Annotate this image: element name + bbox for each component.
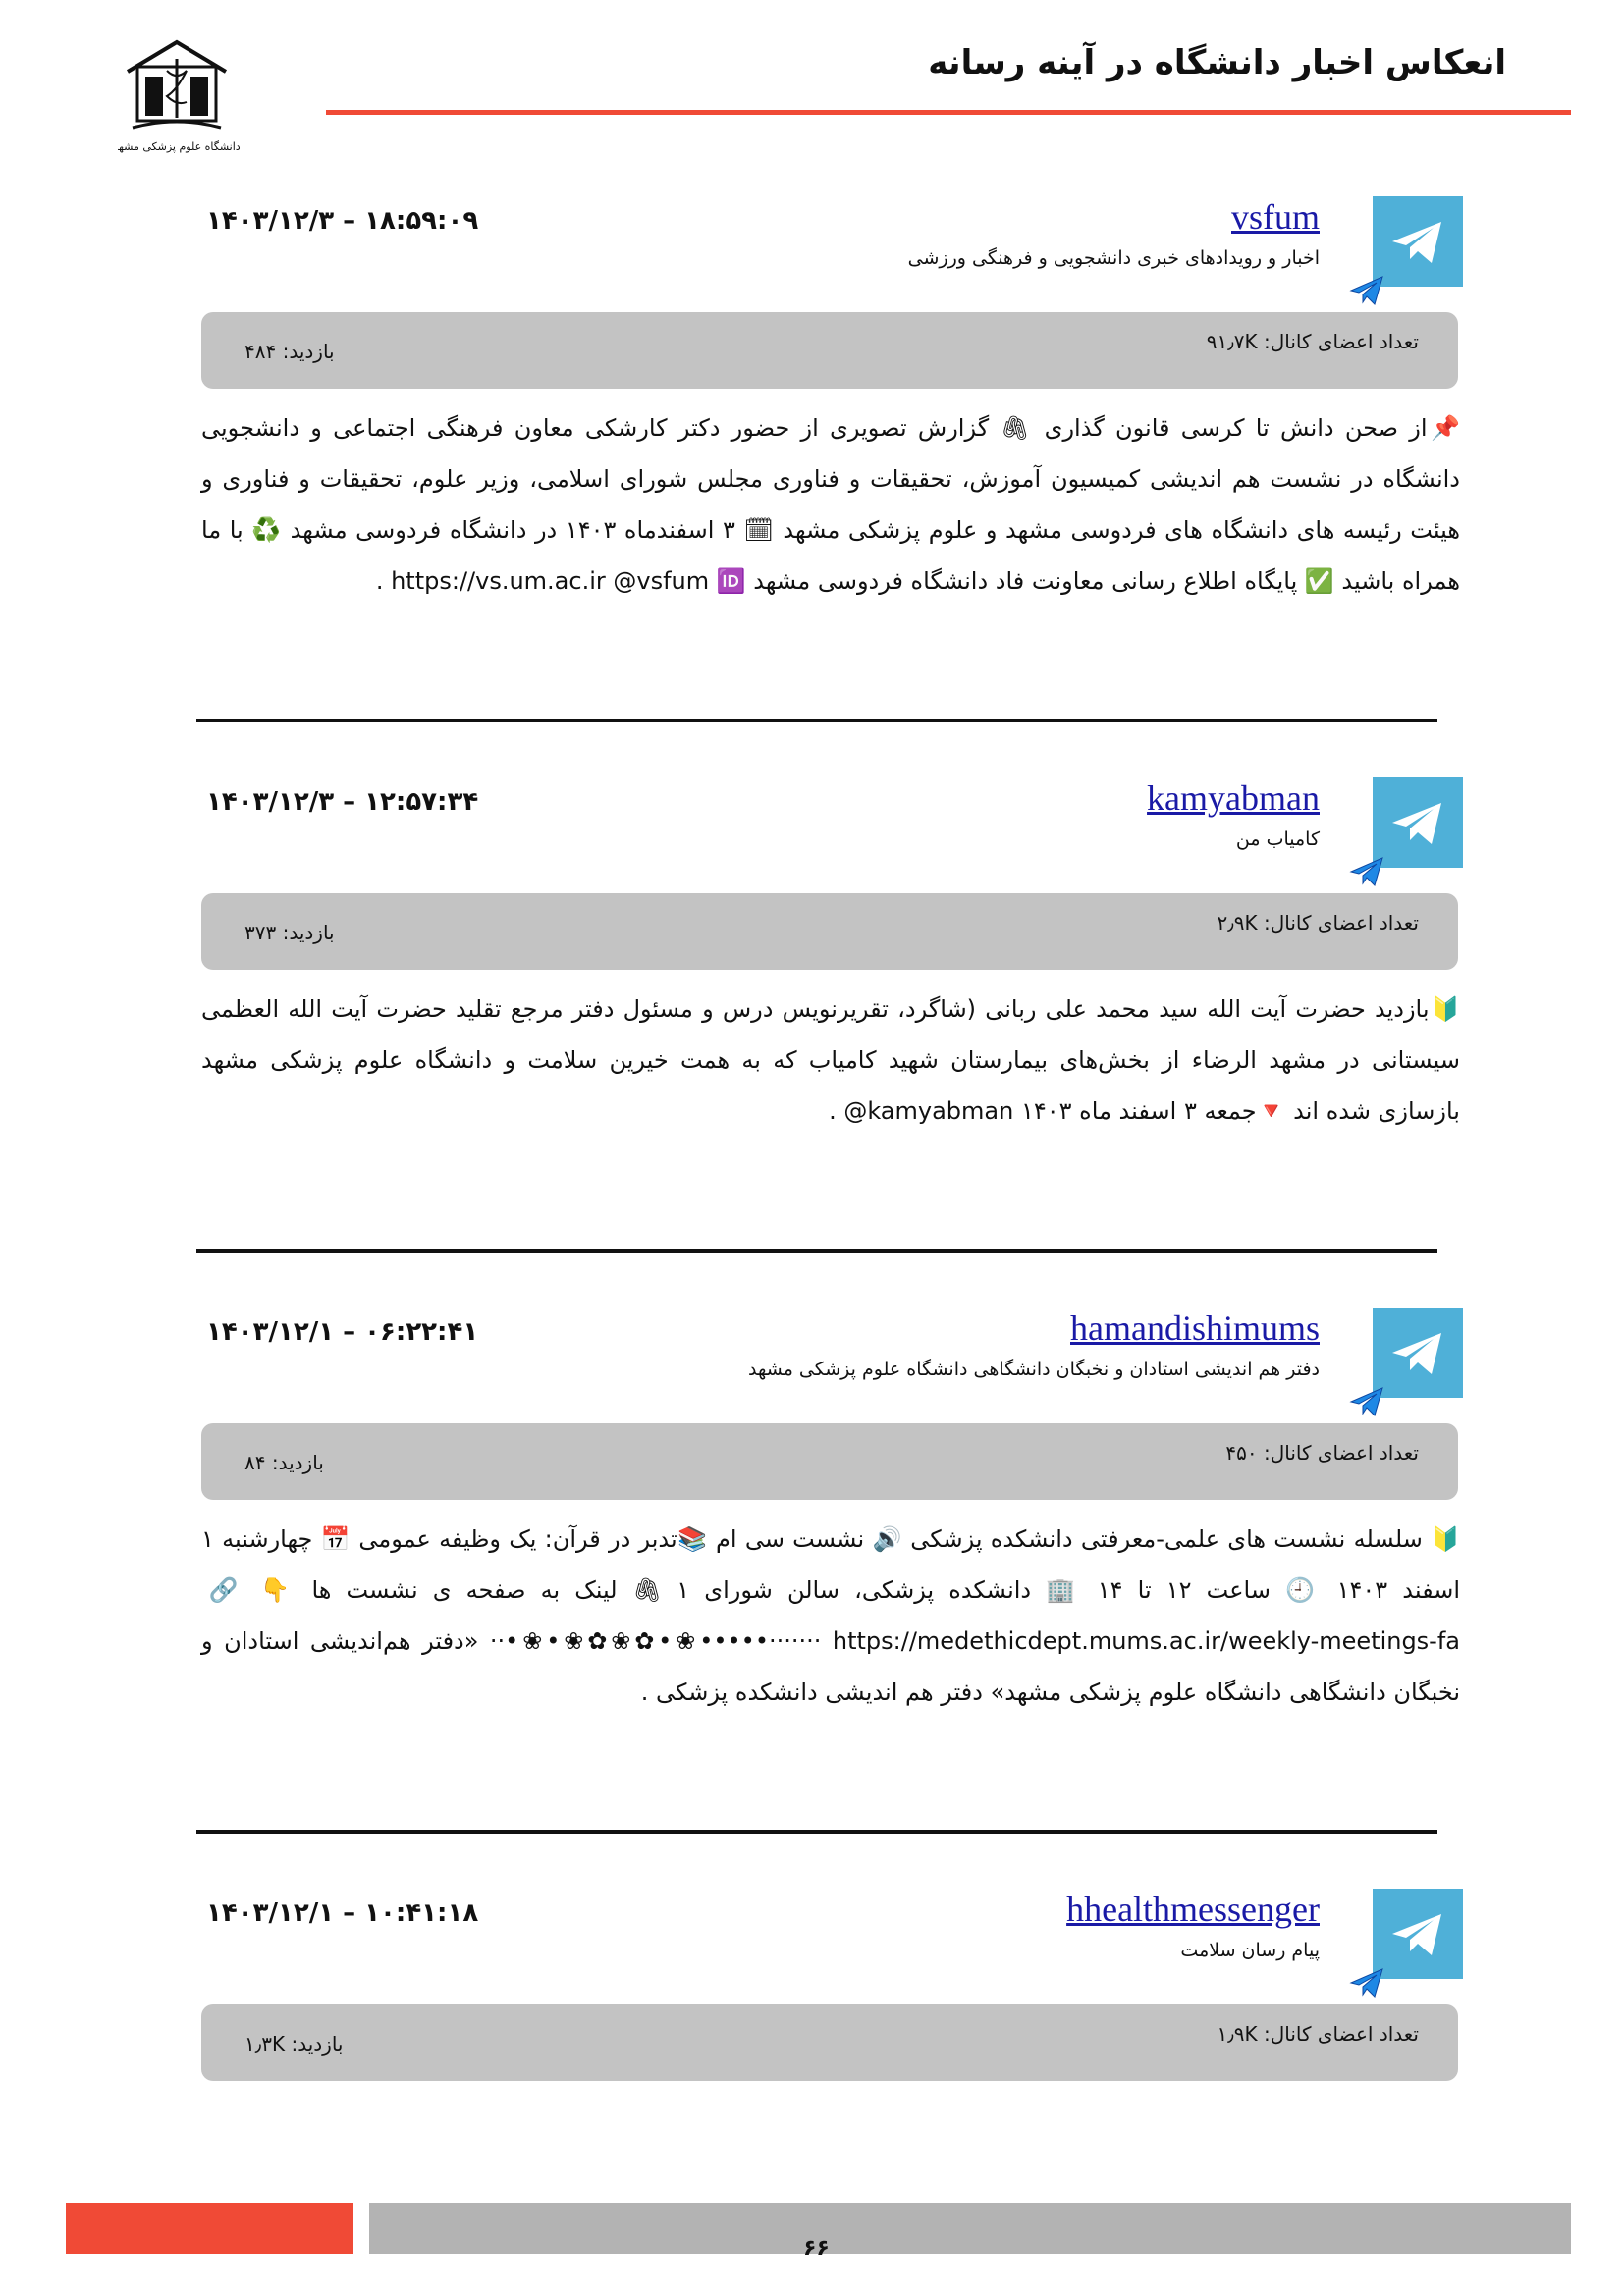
views-count: بازدید: ۳۷۳ xyxy=(244,921,335,944)
telegram-badge-icon xyxy=(1347,1963,1386,2002)
channel-description: پیام رسان سلامت xyxy=(1180,1940,1320,1961)
footer-accent-bar xyxy=(66,2203,353,2254)
stats-bar xyxy=(201,1423,1458,1500)
channel-link[interactable]: hamandishimums xyxy=(1070,1308,1320,1348)
page-number: ۶۶ xyxy=(803,2236,830,2261)
footer-gray-bar xyxy=(369,2203,1571,2254)
views-count: بازدید: ۴۸۴ xyxy=(244,340,335,363)
channel-description: دفتر هم اندیشی استادان و نخبگان دانشگاهی دانشگاه علوم پزشکی مشهد xyxy=(748,1359,1320,1380)
channel-link[interactable]: vsfum xyxy=(1231,197,1320,237)
post-card xyxy=(196,1889,1463,2105)
channel-description: کامیاب من xyxy=(1235,828,1320,850)
stats-bar xyxy=(201,893,1458,970)
channel-link[interactable]: hhealthmessenger xyxy=(1066,1890,1320,1929)
post-datetime: ۱۴۰۳/۱۲/۱ – ۰۶:۲۲:۴۱ xyxy=(206,1317,479,1347)
logo-caption: دانشگاه علوم پزشکی مشهد xyxy=(118,140,241,153)
members-count: تعداد اعضای کانال: ۴۵۰ xyxy=(1225,1441,1419,1465)
page-title: انعکاس اخبار دانشگاه در آینه رسانه xyxy=(928,43,1506,82)
post-card xyxy=(196,196,1463,609)
members-count: تعداد اعضای کانال: ۱٫۹K xyxy=(1217,2022,1419,2046)
telegram-badge-icon xyxy=(1347,271,1386,310)
post-card xyxy=(196,777,1463,1150)
telegram-badge-icon xyxy=(1347,1382,1386,1421)
university-logo xyxy=(118,37,245,165)
post-body: 📌از صحن دانش تا کرسی قانون گذاری 🖇 گزارش تصویری از حضور دکتر کارشکی معاون فرهنگی اجتماعی و دانشجویی دانشگاه در نشست هم اندیشی کمیسیون آموزش، تحقیقات و فناوری مجلس شورای اسلامی، وزیر علوم، تحقیقات و فناوری و هیئت رئیسه های دانشگاه های فردوسی مشهد و علوم پزشکی مشهد 🗓 ۳ اسفندماه ۱۴۰۳ در دانشگاه فردوسی مشهد ♻️ با ما همراه باشید ✅ پایگاه اطلاع رسانی معاونت فاد دانشگاه فردوسی مشهد https://vs.um.ac.ir @vsfum 🆔 . xyxy=(201,414,1460,595)
views-count: بازدید: ۸۴ xyxy=(244,1451,324,1474)
stats-bar xyxy=(201,2004,1458,2081)
post-body: 🔰 سلسله نشست های علمی-معرفتی دانشکده پزشکی 🔊 نشست سی ام 📚تدبر در قرآن: یک وظیفه عمومی 📅 چهارشنبه ۱ اسفند ۱۴۰۳ 🕘 ساعت ۱۲ تا ۱۴ 🏢 دانشکده پزشکی، سالن شورای ۱ 🖇 لینک به صفحه ی نشست ها 👇 🔗 https://medethicdept.mums.ac.ir/weekly-meetings-fa ·······•••••❀•✿❀✿❀•❀•·· «دفتر هم‌اندیشی استادان و نخبگان دانشگاهی دانشگاه علوم پزشکی مشهد» دفتر هم اندیشی دانشکده پزشکی . xyxy=(201,1525,1461,1706)
views-count: بازدید: ۱٫۳K xyxy=(244,2032,344,2056)
telegram-badge-icon xyxy=(1347,852,1386,891)
post-divider xyxy=(196,1249,1437,1253)
stats-bar xyxy=(201,312,1458,389)
channel-description: اخبار و رویدادهای خبری دانشجویی و فرهنگی ورزشی xyxy=(907,247,1320,269)
header-rule xyxy=(326,110,1571,115)
post-card xyxy=(196,1308,1463,1739)
post-divider xyxy=(196,1830,1437,1834)
post-divider xyxy=(196,719,1437,722)
post-body: 🔰بازدید حضرت آیت الله سید محمد علی ربانی (شاگرد، تقریرنویس درس و مسئول دفتر مرجع تقلید حضرت آیت الله العظمی سیستانی در مشهد الرضاء از بخش‌های بیمارستان شهید کامیاب که به همت خیرین سلامت و دانشگاه علوم پزشکی مشهد بازسازی شده اند 🔻جمعه ۳ اسفند ماه ۱۴۰۳ kamyabman@ . xyxy=(201,995,1460,1125)
channel-link[interactable]: kamyabman xyxy=(1147,778,1320,818)
post-datetime: ۱۴۰۳/۱۲/۳ – ۱۲:۵۷:۳۴ xyxy=(206,787,479,817)
members-count: تعداد اعضای کانال: ۲٫۹K xyxy=(1217,911,1419,934)
post-datetime: ۱۴۰۳/۱۲/۱ – ۱۰:۴۱:۱۸ xyxy=(206,1898,479,1928)
members-count: تعداد اعضای کانال: ۹۱٫۷K xyxy=(1206,330,1419,353)
post-datetime: ۱۴۰۳/۱۲/۳ – ۱۸:۵۹:۰۹ xyxy=(206,206,479,236)
page-header xyxy=(0,0,1624,157)
